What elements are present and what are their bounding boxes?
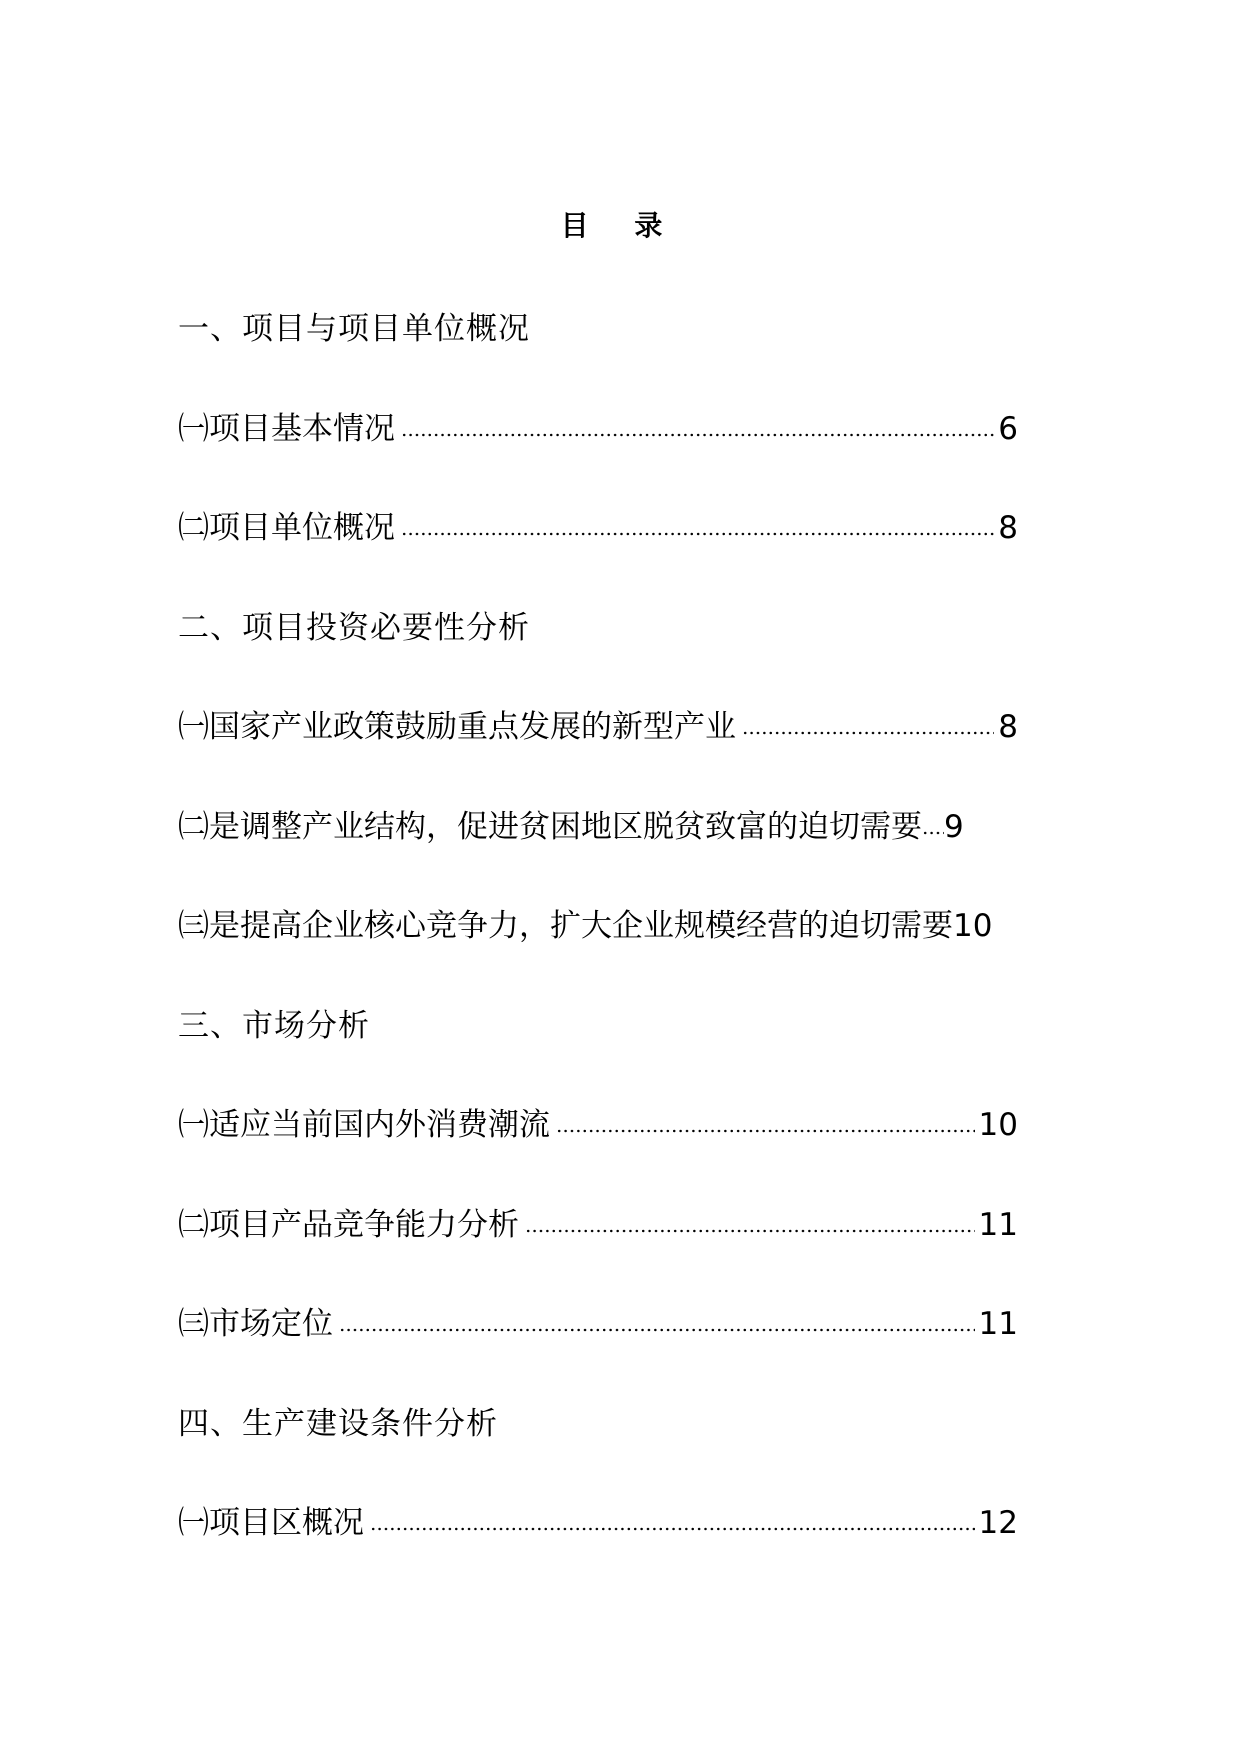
toc-page-number: 8 bbox=[998, 510, 1018, 546]
toc-entry-text: ㈠项目基本情况 bbox=[178, 410, 395, 447]
toc-entry-text: 一、项目与项目单位概况 bbox=[178, 311, 530, 347]
toc-entry-text: 四、生产建设条件分析 bbox=[178, 1405, 498, 1442]
toc-entry-text: ㈢市场定位 bbox=[178, 1306, 333, 1342]
toc-entry-text: ㈠适应当前国内外消费潮流 bbox=[178, 1107, 550, 1143]
toc-dot-leader bbox=[401, 506, 994, 550]
toc-entry-text: ㈢是提高企业核心竞争力，扩大企业规模经营的迫切需要 bbox=[178, 908, 953, 944]
toc-entry-text: ㈠国家产业政策鼓励重点发展的新型产业 bbox=[178, 709, 736, 745]
toc-entry[interactable] bbox=[178, 1203, 1018, 1303]
toc-section-heading[interactable] bbox=[178, 606, 1048, 706]
table-of-contents bbox=[178, 307, 1048, 1601]
toc-dot-leader bbox=[339, 1302, 975, 1346]
toc-dot-leader bbox=[370, 1501, 975, 1545]
toc-entry-text: ㈡是调整产业结构，促进贫困地区脱贫致富的迫切需要 bbox=[178, 808, 922, 845]
toc-entry[interactable] bbox=[178, 407, 1018, 507]
toc-entry-text: ㈡项目单位概况 bbox=[178, 510, 395, 546]
toc-entry-text: 三、市场分析 bbox=[178, 1007, 370, 1044]
toc-entry-text: 二、项目投资必要性分析 bbox=[178, 609, 530, 646]
toc-section-heading[interactable] bbox=[178, 1402, 1048, 1502]
toc-section-heading[interactable] bbox=[178, 1004, 1048, 1104]
toc-page-number: 11 bbox=[978, 1306, 1018, 1342]
toc-dot-leader bbox=[922, 805, 944, 849]
toc-page-number: 10 bbox=[953, 908, 993, 944]
toc-dot-leader bbox=[525, 1203, 975, 1247]
toc-entry[interactable] bbox=[178, 1103, 1018, 1203]
toc-section-heading[interactable] bbox=[178, 307, 1048, 407]
toc-page-number: 8 bbox=[998, 709, 1018, 745]
toc-page-number: 11 bbox=[978, 1206, 1018, 1243]
toc-entry[interactable] bbox=[178, 1501, 1018, 1601]
toc-page-number: 10 bbox=[978, 1107, 1018, 1143]
toc-title: 目 录 bbox=[560, 209, 681, 242]
toc-entry[interactable] bbox=[178, 1302, 1018, 1402]
toc-entry[interactable] bbox=[178, 904, 1048, 1004]
toc-page-number: 6 bbox=[998, 410, 1018, 447]
toc-entry[interactable] bbox=[178, 705, 1018, 805]
toc-entry[interactable] bbox=[178, 805, 1018, 905]
toc-entry-text: ㈡项目产品竞争能力分析 bbox=[178, 1206, 519, 1243]
toc-page-number: 12 bbox=[978, 1505, 1018, 1541]
toc-page-number: 9 bbox=[944, 808, 964, 845]
toc-entry-text: ㈠项目区概况 bbox=[178, 1505, 364, 1541]
toc-dot-leader bbox=[556, 1103, 975, 1147]
toc-dot-leader bbox=[401, 407, 994, 451]
toc-dot-leader bbox=[742, 705, 994, 749]
toc-entry[interactable] bbox=[178, 506, 1018, 606]
